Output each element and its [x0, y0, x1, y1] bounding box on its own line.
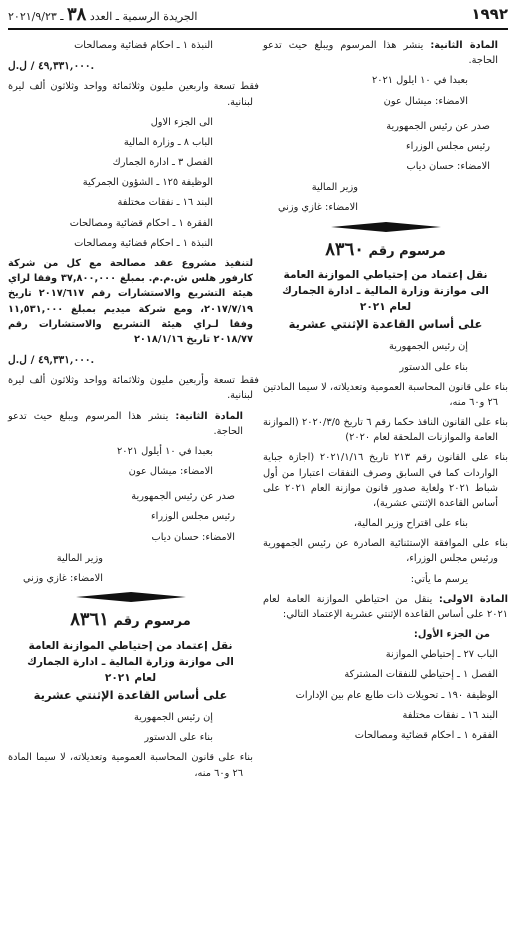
- source-paragraph: الفقرة ١ ـ احكام قضائية ومصالحات: [354, 729, 498, 741]
- source-section: الفصل ١ ـ إحتياطي للنفقات المشتركة: [344, 669, 498, 681]
- decrees-following: يرسم ما يأتي:: [410, 573, 468, 585]
- decree-label-left: مرسوم رقم: [113, 614, 191, 630]
- decree-number-left: ٨٣٦١: [70, 609, 109, 631]
- decree-title-left: [8, 606, 253, 634]
- preamble-constitution-left: بناء على الدستور: [144, 732, 213, 744]
- signature-minister: الامضاء: غازي وزني: [277, 202, 358, 214]
- header-title: [8, 4, 197, 25]
- article-two-left-label: المادة الثانية:: [175, 410, 243, 422]
- preamble-constitution: بناء على الدستور: [399, 361, 468, 373]
- amount-2-words: فقط تسعة وأربعين مليون وثلاثمائة وواحد وثلاثون ألف ليرة لبنانية.: [8, 375, 259, 402]
- date-line: بعبدا في ١٠ ايلول ٢٠٢١: [371, 75, 468, 87]
- header-title-after: ـ ٢٠٢١/٩/٢٣: [8, 9, 64, 23]
- left-column: [8, 38, 259, 786]
- preamble-approval: بناء على الموافقة الإستثنائية الصادرة عن رئيس الجمهورية ورئيس مجلس الوزراء،: [263, 538, 508, 565]
- decree-number: ٨٣٦٠: [325, 238, 364, 260]
- preamble-law-1-left: بناء على قانون المحاسبة العمومية وتعديلاته، لا سيما المادة ٢٦ و٦٠ منه،: [8, 752, 253, 779]
- preamble-law-1: بناء على قانون المحاسبة العمومية وتعديلاته، لا سيما المادتين ٢٦ و٦٠ منه،: [263, 381, 508, 408]
- source-item: البند ١٦ ـ نفقات مختلفة: [402, 709, 498, 721]
- right-column: [263, 38, 508, 786]
- signature-pm: الامضاء: حسان دياب: [406, 161, 490, 173]
- minister-title-left: وزير المالية: [56, 552, 103, 564]
- page-number: ١٩٩٢: [471, 5, 508, 23]
- prime-minister-title-left: رئيس مجلس الوزراء: [151, 511, 235, 523]
- preamble-proposal: بناء على اقتراح وزير المالية،: [353, 518, 468, 530]
- target-function: الوظيفة ١٢٥ ـ الشؤون الجمركية: [82, 177, 213, 189]
- article-two-text: ينشر هذا المرسوم ويبلغ حيث تدعو الحاجة.: [263, 40, 498, 67]
- columns: [8, 38, 508, 786]
- issue-number: ٣٨: [67, 3, 87, 25]
- target-item: البند ١٦ ـ نفقات مختلفة: [117, 197, 213, 209]
- target-subparagraph: النبذة ١ ـ احكام قضائية ومصالحات: [74, 237, 213, 249]
- date-line-left: بعبدا في ١٠ أيلول ٢٠٢١: [116, 445, 213, 457]
- target-chapter: الباب ٨ ـ وزارة المالية: [123, 136, 213, 148]
- to-part-heading: الى الجزء الاول: [150, 116, 213, 128]
- article-two-left-text: ينشر هذا المرسوم ويبلغ حيث تدعو الحاجة.: [8, 410, 243, 437]
- preamble-law-2: بناء على القانون النافذ حكما رقم ٦ تاريخ ٢٠٢٠/٣/٥ (الموازنة العامة والموازنات الملحقة لعام ٢٠٢٠): [263, 417, 508, 444]
- source-function: الوظيفة ١٩٠ ـ تحويلات ذات طابع عام بين الإدارات: [295, 689, 498, 701]
- article-one-label: المادة الاولى:: [438, 593, 508, 605]
- decree-subtitle-line-3: لعام ٢٠٢١: [359, 301, 412, 314]
- article-one: [263, 592, 508, 622]
- target-section: الفصل ٣ ـ ادارة الجمارك: [112, 157, 213, 169]
- target-paragraph: الفقرة ١ ـ احكام قضائية ومصالحات: [69, 217, 213, 229]
- source-chapter: الباب ٢٧ ـ إحتياطي الموازنة: [385, 649, 498, 661]
- header-title-before: الجريدة الرسمية ـ العدد: [89, 9, 198, 23]
- signature-pm-left: الامضاء: حسان دياب: [151, 531, 235, 543]
- decree-subtitle-line-1: نقل إعتماد من إحتياطي الموازنة العامة: [283, 269, 488, 282]
- divider-ornament-icon: [331, 222, 441, 232]
- decree-subtitle-line-4: على أساس القاعدة الإثنتي عشرية: [288, 317, 483, 332]
- issued-by: صدر عن رئيس الجمهورية: [386, 120, 490, 132]
- ornament-divider-left: [8, 592, 253, 602]
- issued-by-left: صدر عن رئيس الجمهورية: [131, 491, 235, 503]
- preamble-law-3: بناء على القانون رقم ٢١٣ تاريخ ٢٠٢١/١/١٦ (اجازة جباية الواردات كما في السابق وصرف النفقات اعتبارا من أول شباط ٢٠٢١ ولغاية صدور قانون موازنة العام ٢٠٢١ على أساس القاعدة الإثنتي عشرية)،: [263, 452, 508, 509]
- article-two-label: المادة الثانية:: [430, 40, 498, 51]
- signature-president: الامضاء: ميشال عون: [383, 95, 468, 107]
- decree-subtitle: [263, 268, 508, 333]
- signature-president-left: الامضاء: ميشال عون: [128, 466, 213, 478]
- page-header: [8, 0, 508, 30]
- divider-ornament-left-icon: [76, 592, 186, 602]
- preamble-president-left: إن رئيس الجمهورية: [133, 711, 213, 723]
- decree-subtitle-left-line-3: لعام ٢٠٢١: [104, 671, 157, 684]
- article-two-left: [8, 409, 253, 439]
- purpose-text: لتنفيذ مشروع عقد مصالحة مع كل من شركة كارفور هلس ش.م.م. بمبلغ ٣٧,٨٠٠,٠٠٠ وفقا لراي هيئة التشريع والاستشارات رقم ٢٠١٧/٦١٧ تاريخ ٢٠١٧/٧/١٩، ومع شركة ميديم بمبلغ ١١,٥٣١,٠٠٠ وفقا لـراي هيئة التشريع والاستشارات رقم ٢٠١٨/٧٧ تاريخ ٢٠١٨/١/١٦: [8, 257, 253, 345]
- amount-1: ٤٩,٣٣١,٠٠٠ / ل.ل.: [8, 60, 95, 73]
- article-two: [263, 38, 508, 68]
- amount-2: ٤٩,٣٣١,٠٠٠ / ل.ل.: [8, 354, 95, 367]
- decree-subtitle-left-line-2: الى موازنة وزارة المالية ـ ادارة الجمارك: [27, 655, 234, 668]
- decree-subtitle-left-line-1: نقل إعتماد من إحتياطي الموازنة العامة: [28, 640, 233, 653]
- decree-subtitle-line-2: الى موازنة وزارة المالية ـ ادارة الجمارك: [282, 285, 489, 298]
- prime-minister-title: رئيس مجلس الوزراء: [406, 140, 490, 152]
- amount-1-words: فقط تسعة واربعين مليون وثلاثمائة وواحد وثلاثون ألف ليرة لبنانية.: [8, 81, 259, 108]
- signature-minister-left: الامضاء: غازي وزني: [22, 573, 103, 584]
- from-part-heading: من الجزء الأول:: [413, 629, 490, 641]
- decree-subtitle-left: [8, 639, 253, 704]
- minister-title: وزير المالية: [311, 182, 358, 194]
- source-subparagraph: النبذة ١ ـ احكام قضائية ومصالحات: [74, 40, 213, 51]
- decree-subtitle-left-line-4: على أساس القاعدة الإثنتي عشرية: [33, 687, 228, 702]
- article-one-text: ينقل من احتياطي الموازنة العامة لعام ٢٠٢١ على أساس القاعدة الإثنتي عشرية الإعتماد التالي:: [263, 593, 508, 620]
- decree-label: مرسوم رقم: [368, 243, 446, 259]
- ornament-divider: [263, 222, 508, 232]
- decree-title: [263, 236, 508, 264]
- preamble-president: إن رئيس الجمهورية: [388, 341, 468, 353]
